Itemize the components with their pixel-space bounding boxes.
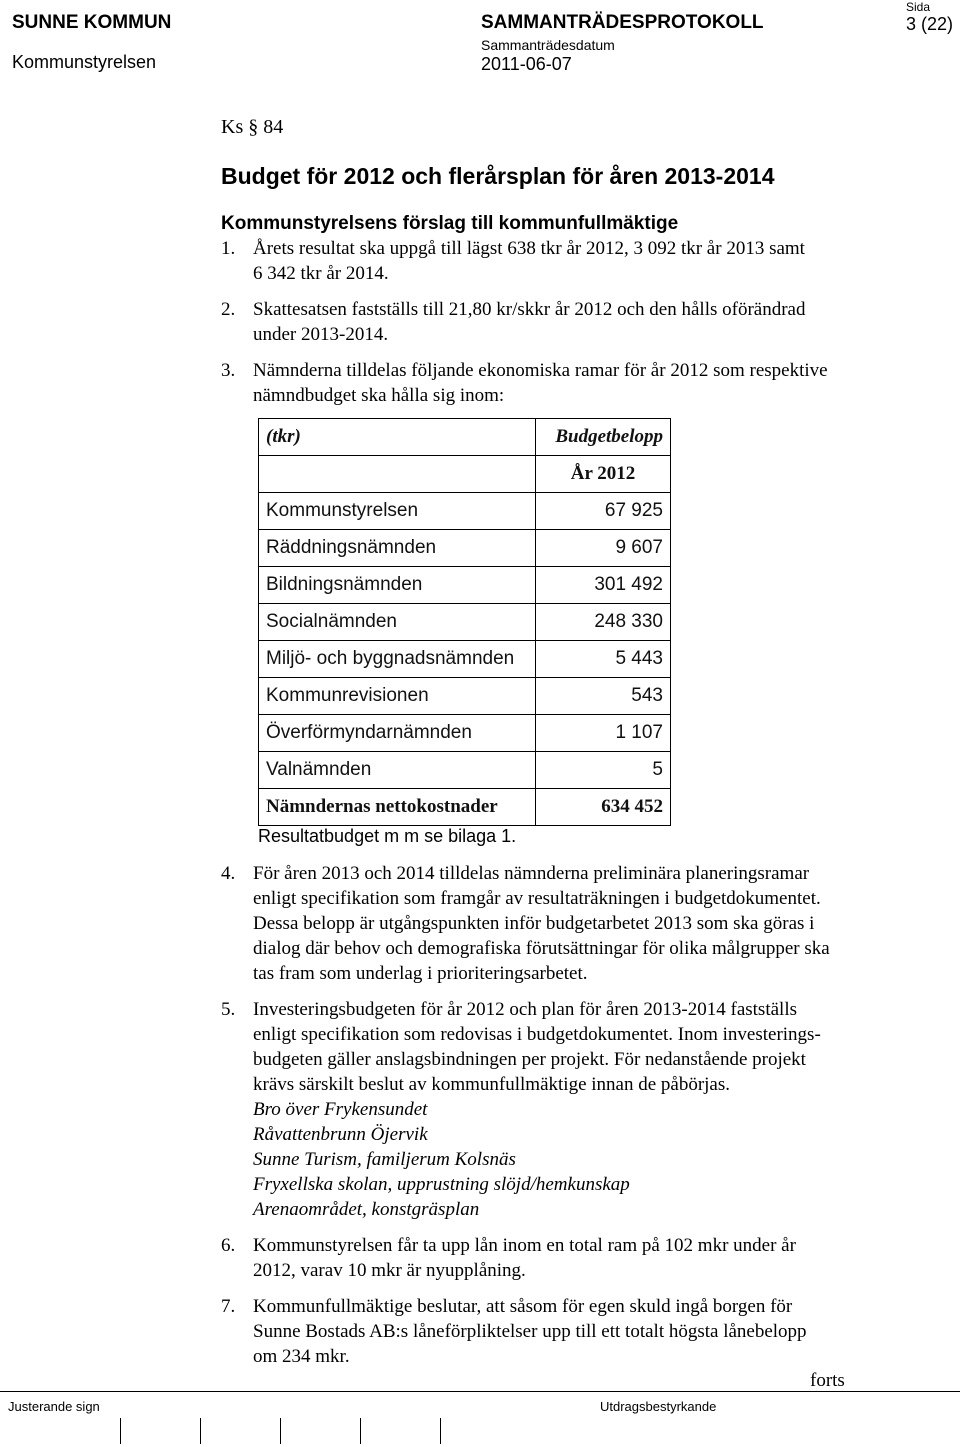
sign-label: Justerande sign — [8, 1399, 100, 1414]
document-type: SAMMANTRÄDESPROTOKOLL — [481, 12, 764, 33]
project-item: Arenaområdet, konstgräsplan — [253, 1199, 480, 1220]
item-5-line-3: budgeten gäller anslagsbindningen per projekt. För nedanstående projekt — [253, 1049, 806, 1070]
item-number: 1. — [221, 238, 236, 259]
page-title: Budget för 2012 och flerårsplan för åren 2013-2014 — [221, 163, 775, 189]
project-item: Bro över Frykensundet — [253, 1099, 428, 1120]
signature-box-divider — [200, 1418, 201, 1444]
extract-label: Utdragsbestyrkande — [600, 1399, 717, 1414]
date-label: Sammanträdesdatum — [481, 37, 615, 53]
signature-box-divider — [440, 1418, 441, 1444]
item-number: 5. — [221, 999, 236, 1020]
budget-value: 543 — [536, 678, 671, 715]
item-number: 7. — [221, 1296, 236, 1317]
table-row — [259, 493, 671, 530]
table-year-row — [259, 456, 671, 493]
item-2-line-1: Skattesatsen fastställs till 21,80 kr/skkr år 2012 och den hålls oförändrad — [253, 299, 806, 320]
signature-box-divider — [360, 1418, 361, 1444]
footer-divider — [0, 1391, 960, 1392]
item-4-line-1: För åren 2013 och 2014 tilldelas nämnderna preliminära planeringsramar — [253, 863, 810, 884]
item-5-line-1: Investeringsbudgeten för år 2012 och plan för åren 2013-2014 fastställs — [253, 999, 797, 1020]
signature-box-divider — [280, 1418, 281, 1444]
table-row — [259, 567, 671, 604]
table-row — [259, 641, 671, 678]
table-row — [259, 752, 671, 789]
department-name: Kommunstyrelsen — [12, 52, 157, 72]
item-number: 3. — [221, 360, 236, 381]
total-label: Nämndernas nettokostnader — [259, 789, 536, 826]
project-item: Råvattenbrunn Öjervik — [253, 1124, 428, 1145]
total-value: 634 452 — [536, 789, 671, 826]
committee-name: Bildningsnämnden — [259, 567, 536, 604]
item-3-line-2: nämndbudget ska hålla sig inom: — [253, 385, 505, 406]
column-header: Budgetbelopp — [536, 419, 671, 456]
item-5-line-4: krävs särskilt beslut av kommunfullmäktige innan de påbörjas. — [253, 1074, 731, 1095]
item-number: 6. — [221, 1235, 236, 1256]
item-1-line-2: 6 342 tkr år 2014. — [253, 263, 389, 284]
empty-cell — [259, 456, 536, 493]
budget-value: 9 607 — [536, 530, 671, 567]
table-note: Resultatbudget m m se bilaga 1. — [258, 826, 517, 846]
item-4-line-2: enligt specifikation som framgår av resultaträkningen i budgetdokumentet. — [253, 888, 821, 909]
committee-name: Valnämnden — [259, 752, 536, 789]
meeting-date: 2011-06-07 — [481, 54, 572, 74]
paragraph-number: Ks § 84 — [221, 116, 284, 138]
item-3-line-1: Nämnderna tilldelas följande ekonomiska ramar för år 2012 som respektive — [253, 360, 828, 381]
signature-box-divider — [120, 1418, 121, 1444]
item-6-line-2: 2012, varav 10 mkr är nyupplåning. — [253, 1260, 526, 1281]
unit-label: (tkr) — [259, 419, 536, 456]
page-label: Sida — [906, 0, 931, 14]
committee-name: Överförmyndarnämnden — [259, 715, 536, 752]
item-5-line-2: enligt specifikation som redovisas i budgetdokumentet. Inom investerings- — [253, 1024, 821, 1045]
item-6-line-1: Kommunstyrelsen får ta upp lån inom en total ram på 102 mkr under år — [253, 1235, 796, 1256]
table-total-row — [259, 789, 671, 826]
committee-name: Miljö- och byggnadsnämnden — [259, 641, 536, 678]
item-number: 2. — [221, 299, 236, 320]
budget-value: 5 443 — [536, 641, 671, 678]
table-row — [259, 678, 671, 715]
item-4-line-5: tas fram som underlag i prioriteringsarbetet. — [253, 963, 588, 984]
item-1-line-1: Årets resultat ska uppgå till lägst 638 tkr år 2012, 3 092 tkr år 2013 samt — [253, 238, 805, 259]
budget-value: 67 925 — [536, 493, 671, 530]
committee-name: Kommunstyrelsen — [259, 493, 536, 530]
item-7-line-3: om 234 mkr. — [253, 1346, 350, 1367]
budget-value: 1 107 — [536, 715, 671, 752]
budget-value: 5 — [536, 752, 671, 789]
item-7-line-2: Sunne Bostads AB:s låneförpliktelser upp till ett totalt högsta lånebelopp — [253, 1321, 807, 1342]
table-row — [259, 715, 671, 752]
committee-name: Kommunrevisionen — [259, 678, 536, 715]
project-item: Sunne Turism, familjerum Kolsnäs — [253, 1149, 516, 1170]
table-row — [259, 530, 671, 567]
budget-value: 248 330 — [536, 604, 671, 641]
budget-value: 301 492 — [536, 567, 671, 604]
year-header: År 2012 — [536, 456, 671, 493]
committee-name: Räddningsnämnden — [259, 530, 536, 567]
committee-name: Socialnämnden — [259, 604, 536, 641]
page-number: 3 (22) — [906, 14, 954, 34]
item-7-line-1: Kommunfullmäktige beslutar, att såsom för egen skuld ingå borgen för — [253, 1296, 793, 1317]
subtitle: Kommunstyrelsens förslag till kommunfullmäktige — [221, 213, 679, 234]
table-header-row — [259, 419, 671, 456]
item-2-line-2: under 2013-2014. — [253, 324, 389, 345]
continued-marker: forts — [810, 1370, 845, 1391]
project-item: Fryxellska skolan, upprustning slöjd/hemkunskap — [253, 1174, 630, 1195]
item-4-line-3: Dessa belopp är utgångspunkten inför budgetarbetet 2013 som ska göras i — [253, 913, 815, 934]
budget-table — [258, 418, 671, 826]
table-row — [259, 604, 671, 641]
item-4-line-4: dialog där behov och demografiska förutsättningar för olika målgrupper ska — [253, 938, 830, 959]
item-number: 4. — [221, 863, 236, 884]
organization-name: SUNNE KOMMUN — [12, 12, 172, 33]
